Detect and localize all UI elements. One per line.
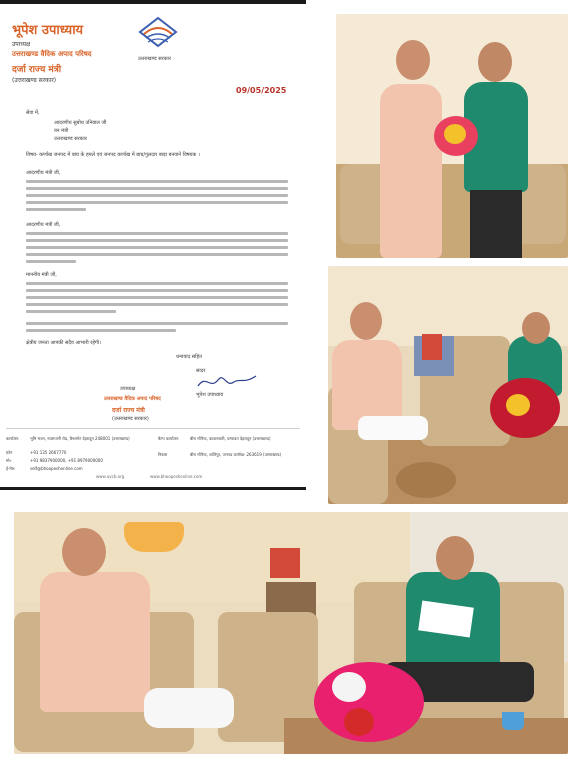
letter-signer-name: भूपेश उपाध्याय bbox=[196, 392, 224, 398]
footer-council: उत्तराखण्ड वैदिक अपाद परिषद bbox=[104, 396, 161, 402]
person-peach-kurta bbox=[380, 84, 442, 258]
letter-document bbox=[0, 0, 306, 490]
letter-sign-label: सादर bbox=[196, 368, 206, 374]
letter-subject: विषय- कर्णाख जनपद में बाघ के हमले एवं जनपद कर्णाख में बाघ/गुलदार बाड़ा बनवाने विषयक । bbox=[26, 152, 200, 158]
person-peach-kurta-wide bbox=[40, 572, 150, 712]
office-left-label: कार्यालय bbox=[6, 436, 19, 441]
letter-addressee-1: आदरणीय सुबोध उनियाल जी bbox=[54, 120, 107, 126]
office-right-address: बीरा गोरिया, काकनबारी, चम्पावत देहरादून (उत्तराखण्ड) bbox=[190, 436, 271, 441]
residence-address: बीरा गोरिया, शांतिपुर, जनपद कर्णाख- 263619 (उत्तराखण्ड) bbox=[190, 452, 282, 457]
letter-date: 09/05/2025 bbox=[236, 86, 287, 95]
letter-addressee-3: उत्तराखण्ड सरकार bbox=[54, 136, 87, 142]
photo-seated-meeting bbox=[328, 266, 568, 504]
phone-value: +91 135 2667770 bbox=[30, 450, 67, 455]
mobile-value: +91 9837900000, +91 8979000000 bbox=[30, 458, 103, 463]
letter-regards: धन्यवाद सहित bbox=[176, 354, 202, 360]
footer-designation: उपाध्यक्ष bbox=[120, 386, 136, 392]
letter-addressee-2: वन मंत्री bbox=[54, 128, 69, 134]
uttarakhand-emblem-icon bbox=[136, 16, 180, 52]
letter-to-label: सेवा में, bbox=[26, 110, 40, 116]
photo-meeting-wide bbox=[14, 512, 568, 754]
email-label: ई-मेल bbox=[6, 466, 15, 471]
email-value: self@bhoopeshonline.com bbox=[30, 466, 83, 471]
website-link-2[interactable]: www.bhoopeshonline.com bbox=[150, 474, 203, 479]
office-left-address: भूमि भवन, नालापानी रोड, चैनलगेट देहरादून 248001 (उत्तराखण्ड) bbox=[30, 436, 130, 441]
office-right-label: कैम्प कार्यालय bbox=[158, 436, 179, 441]
letter-rank: दर्जा राज्य मंत्री bbox=[12, 65, 62, 75]
footer-govt: (उत्तराखण्ड सरकार) bbox=[112, 416, 149, 422]
residence-label: निवास bbox=[158, 452, 168, 457]
letter-closing-line: क्षेत्रीय जनता आपकी सदैव आभारी रहेगी। bbox=[26, 340, 101, 346]
letter-salutation-1: आदरणीय मंत्री जी, bbox=[26, 170, 61, 176]
handwritten-signature bbox=[196, 372, 258, 392]
footer-rank: दर्जा राज्य मंत्री bbox=[112, 407, 145, 414]
mobile-label: मो० bbox=[6, 458, 12, 463]
website-link-1[interactable]: www.uvcb.org bbox=[96, 474, 125, 479]
letter-designation: उपाध्यक्ष bbox=[12, 41, 31, 48]
letter-salutation-2: आदरणीय मंत्री जी, bbox=[26, 222, 61, 228]
letter-salutation-3: माननीय मंत्री जी, bbox=[26, 272, 57, 278]
photo-bouquet-handover bbox=[336, 14, 568, 258]
letter-council: उत्तराखण्ड वैदिक अपाद परिषद bbox=[12, 50, 92, 58]
letter-govt: (उत्तराखण्ड सरकार) bbox=[12, 77, 57, 84]
logo-caption: उत्तराखण्ड सरकार bbox=[138, 56, 171, 62]
letter-name-title: भूपेश उपाध्याय bbox=[12, 23, 84, 38]
phone-label: फ़ोन bbox=[6, 450, 13, 455]
